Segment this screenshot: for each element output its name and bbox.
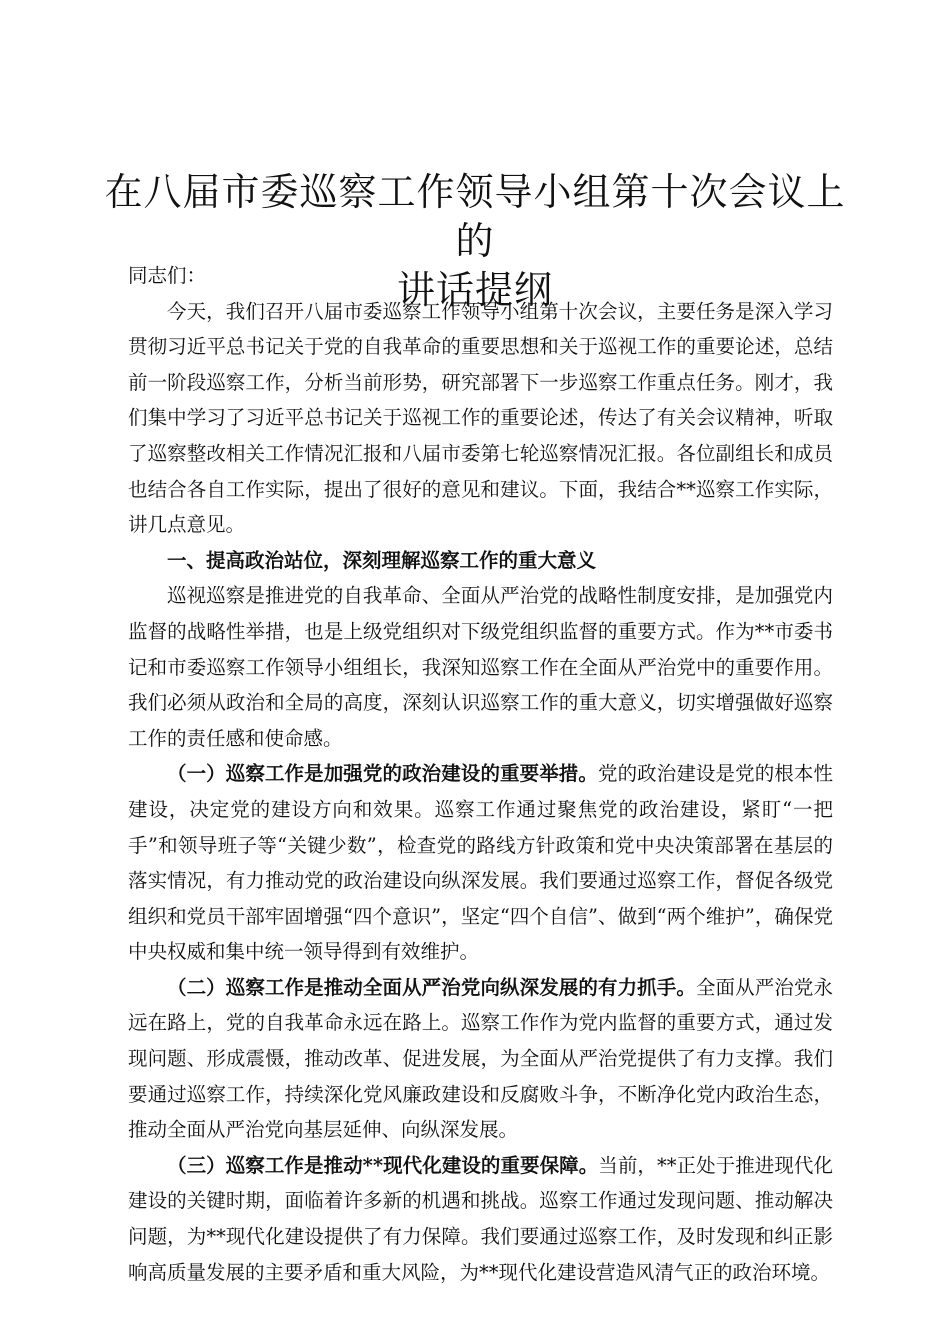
point2-paragraph bbox=[128, 970, 833, 1148]
point2-lead: （二）巡察工作是推动全面从严治党向纵深发展的有力抓手。 bbox=[167, 975, 696, 999]
point3-lead: （三）巡察工作是推动**现代化建设的重要保障。 bbox=[167, 1153, 599, 1177]
point2-text: 全面从严治党永远在路上，党的自我革命永远在路上。巡察工作作为党内监督的重要方式，通过发现问题、形成震慑，推动改革、促进发展，为全面从严治党提供了有力支撑。我们要通过巡察工作，持续深化党风廉政建设和反腐败斗争，不断净化党内政治生态，推动全面从严治党向基层延伸、向纵深发展。 bbox=[128, 975, 833, 1142]
point1-lead: （一）巡察工作是加强党的政治建设的重要举措。 bbox=[167, 762, 598, 786]
document-body bbox=[128, 258, 833, 1290]
section1-heading: 一、提高政治站位，深刻理解巡察工作的重大意义 bbox=[167, 548, 597, 572]
intro-paragraph: 今天，我们召开八届市委巡察工作领导小组第十次会议，主要任务是深入学习贯彻习近平总书记关于党的自我革命的重要思想和关于巡视工作的重要论述，总结前一阶段巡察工作，分析当前形势，研究部署下一步巡察工作重点任务。刚才，我们集中学习了习近平总书记关于巡视工作的重要论述，传达了有关会议精神，听取了巡察整改相关工作情况汇报和八届市委第七轮巡察情况汇报。各位副组长和成员也结合各自工作实际，提出了很好的意见和建议。下面，我结合**巡察工作实际，讲几点意见。 bbox=[128, 299, 833, 537]
point3-text: 当前，**正处于推进现代化建设的关键时期，面临着许多新的机遇和挑战。巡察工作通过发现问题、推动解决问题，为**现代化建设提供了有力保障。我们要通过巡察工作，及时发现和纠正影响高质量发展的主要矛盾和重大风险，为**现代化建设营造风清气正的政治环境。 bbox=[128, 1153, 833, 1284]
point1-text: 党的政治建设是党的根本性建设，决定党的建设方向和效果。巡察工作通过聚焦党的政治建设，紧盯“一把手”和领导班子等“关键少数”，检查党的路线方针政策和党中央决策部署在基层的落实情况，有力推动党的政治建设向纵深发展。我们要通过巡察工作，督促各级党组织和党员干部牢固增强“四个意识”，坚定“四个自信”、做到“两个维护”，确保党中央权威和集中统一领导得到有效维护。 bbox=[128, 762, 833, 964]
salutation: 同志们： bbox=[128, 264, 207, 287]
point3-paragraph bbox=[128, 1148, 833, 1290]
section1-paragraph: 巡视巡察是推进党的自我革命、全面从严治党的战略性制度安排，是加强党内监督的战略性举措，也是上级党组织对下级党组织监督的重要方式。作为**市委书记和市委巡察工作领导小组组长，我深知巡察工作在全面从严治党中的重要作用。我们必须从政治和全局的高度，深刻认识巡察工作的重大意义，切实增强做好巡察工作的责任感和使命感。 bbox=[128, 584, 833, 750]
point1-paragraph bbox=[128, 756, 833, 970]
document-title-line2: 讲话提纲 bbox=[396, 268, 553, 312]
document-title-line1: 在八届市委巡察工作领导小组第十次会议上的 bbox=[104, 170, 846, 263]
